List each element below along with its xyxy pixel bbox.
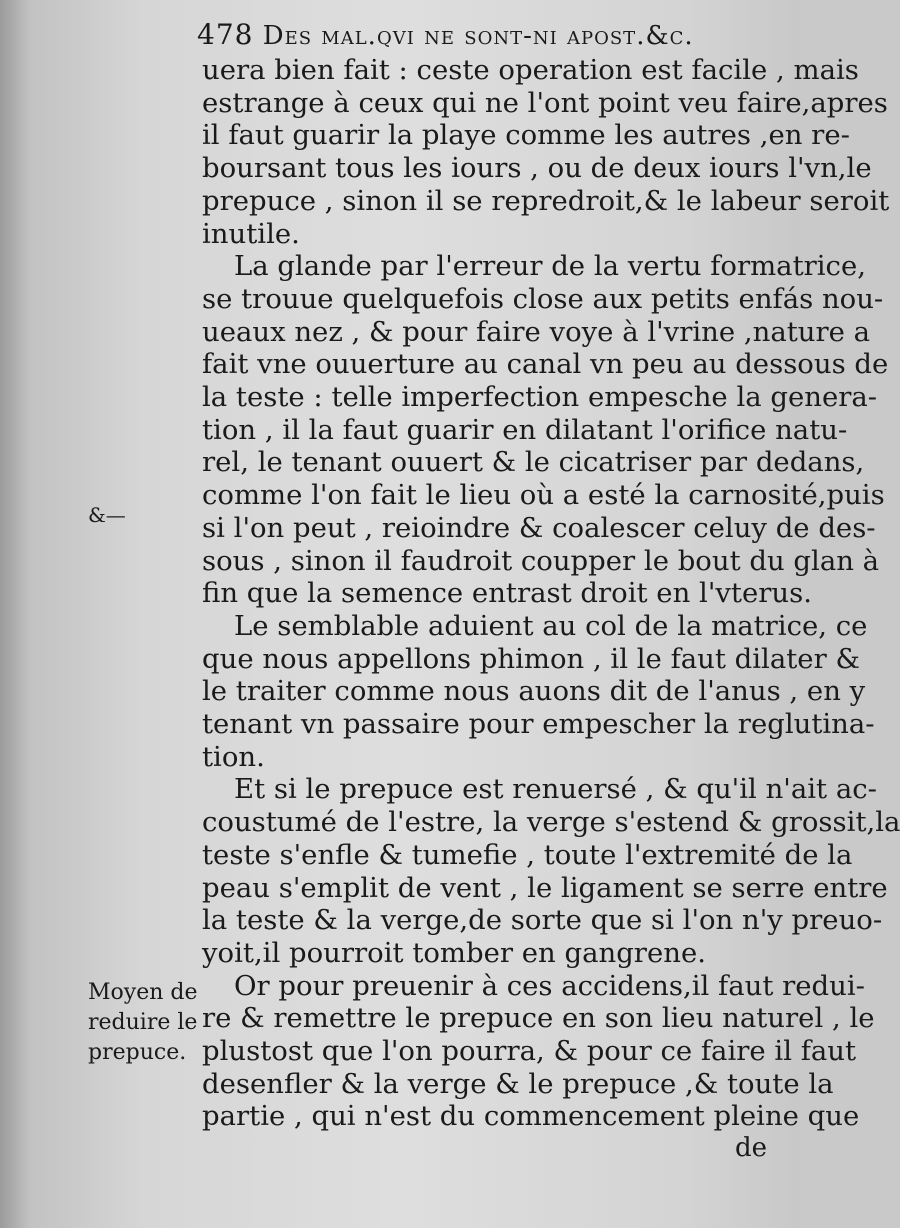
- text-line: comme l'on fait le lieu où a esté la carnosité,puis: [202, 479, 885, 512]
- text-line: Le semblable aduient au col de la matrice, ce: [234, 609, 868, 642]
- page-gutter-shadow: [0, 0, 30, 1228]
- margin-mark: &—: [88, 503, 126, 527]
- text-line: plustost que l'on pourra, & pour ce faire il faut: [202, 1035, 857, 1067]
- text-line: yoit,il pourroit tomber en gangrene.: [202, 936, 706, 969]
- margin-note: [88, 978, 198, 1068]
- text-line: coustumé de l'estre, la verge s'estend & grossit,la: [202, 806, 900, 839]
- margin-note-line: Moyen de: [88, 980, 198, 1005]
- text-line: il faut guarir la playe comme les autres ,en re-: [202, 119, 850, 152]
- text-line: le traiter comme nous auons dit de l'anus , en y: [202, 675, 866, 708]
- text-line: la teste : telle imperfection empesche la genera-: [202, 381, 878, 413]
- text-line: que nous appellons phimon , il le faut dilater &: [202, 642, 860, 675]
- text-line: Or pour preuenir à ces accidens,il faut redui-: [234, 969, 865, 1002]
- text-line: La glande par l'erreur de la vertu formatrice,: [234, 250, 866, 283]
- text-line: rel, le tenant ouuert & le cicatriser par dedans,: [202, 446, 865, 479]
- text-line: tenant vn passaire pour empescher la reglutina-: [202, 708, 875, 740]
- text-line: teste s'enfle & tumefie , toute l'extremité de la: [202, 838, 853, 871]
- margin-note-line: reduire le: [88, 1010, 198, 1035]
- text-line: re & remettre le prepuce en son lieu naturel , le: [202, 1002, 875, 1035]
- text-line: fin que la semence entrast droit en l'vterus.: [202, 577, 812, 610]
- text-line: si l'on peut , reioindre & coalescer celuy de des-: [202, 511, 876, 544]
- margin-note-line: prepuce.: [88, 1040, 187, 1065]
- text-line: prepuce , sinon il se repredroit,& le labeur seroit: [202, 184, 890, 217]
- text-line: uera bien fait : ceste operation est facile , mais: [202, 54, 859, 86]
- catchword: de: [735, 1133, 768, 1163]
- text-line: fait vne ouuerture au canal vn peu au dessous de: [202, 348, 889, 381]
- running-header: [197, 18, 777, 51]
- text-line: inutile.: [202, 217, 300, 250]
- text-line: estrange à ceux qui ne l'ont point veu faire,apres: [202, 86, 888, 119]
- running-title: Des mal.qvi ne sont-ni apost.&c.: [262, 21, 694, 51]
- text-line: se trouue quelquefois close aux petits enfás nou-: [202, 282, 884, 315]
- text-line: Et si le prepuce est renuersé , & qu'il n'ait ac-: [234, 773, 877, 806]
- text-line: la teste & la verge,de sorte que si l'on n'y preuo-: [202, 904, 883, 937]
- text-line: sous , sinon il faudroit coupper le bout du glan à: [202, 544, 880, 577]
- text-line: tion , il la faut guarir en dilatant l'orifice natu-: [202, 413, 848, 446]
- page-number: 478: [197, 18, 254, 51]
- text-line: tion.: [202, 740, 265, 773]
- text-line: peau s'emplit de vent , le ligament se serre entre: [202, 871, 888, 904]
- text-line: partie , qui n'est du commencement pleine que: [202, 1100, 860, 1133]
- text-line: desenfler & la verge & le prepuce ,& toute la: [202, 1067, 834, 1100]
- text-line: ueaux nez , & pour faire voye à l'vrine ,nature a: [202, 315, 871, 348]
- text-line: boursant tous les iours , ou de deux iours l'vn,le: [202, 152, 872, 185]
